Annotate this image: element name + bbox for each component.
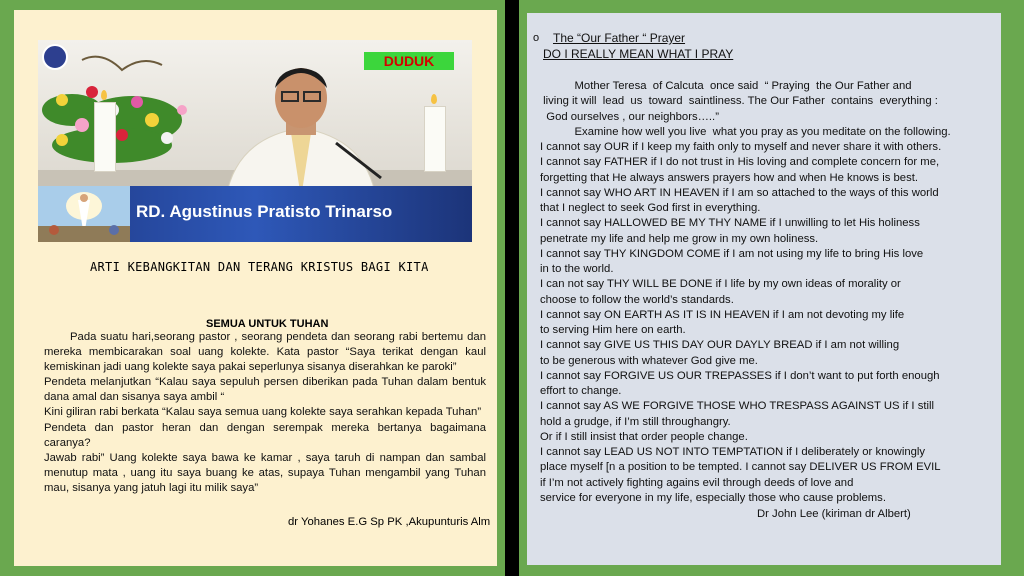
story-heading: SEMUA UNTUK TUHAN: [206, 318, 329, 330]
right-candle-flame: [431, 94, 437, 104]
priest-figure: [206, 58, 396, 198]
prayer-line: Or if I still insist that order people change.: [540, 430, 748, 443]
prayer-line: effort to change.: [540, 385, 622, 397]
story-signature: dr Yohanes E.G Sp PK ,Akupunturis Alm: [288, 516, 491, 528]
sermon-theme: ARTI KEBANGKITAN DAN TERANG KRISTUS BAGI KITA: [90, 260, 429, 274]
posture-badge: DUDUK: [364, 52, 454, 70]
prayer-line: God ourselves , our neighbors…..”: [540, 110, 719, 123]
celebrant-name: RD. Agustinus Pratisto Trinarso: [136, 202, 393, 221]
prayer-line: I cannot say LEAD US NOT INTO TEMPTATION if I deliberately or knowingly: [540, 446, 926, 458]
story-paragraph: Pendeta dan pastor heran dan dengan serempak mereka bertanya bagaimana caranya?: [44, 421, 486, 449]
prayer-line: in to the world.: [540, 263, 614, 275]
prayer-line: I cannot say FORGIVE US OUR TREPASSES if I don’t want to put forth enough: [540, 369, 940, 382]
story-paragraph: Pada suatu hari,seorang pastor , seorang pendeta dan seorang rabi bertemu dan mereka membicarakan soal uang kolekte. Kata pastor “Saya terikat dengan kaul kemiskinan jadi uang kolekte saya pakai seperlunya sisanya diserahkan ke paroki”: [44, 331, 486, 374]
prayer-title: The “Our Father “ Prayer: [553, 31, 686, 45]
prayer-line: service for everyone in my life, especially those who cause problems.: [540, 491, 886, 504]
prayer-line: forgetting that He always answers prayers how and when He knows is best.: [540, 171, 919, 184]
prayer-line: Examine how well you live what you pray as you meditate on the following.: [540, 125, 951, 138]
prayer-line: choose to follow the world’s standards.: [540, 293, 734, 306]
right-candle: [424, 106, 446, 172]
prayer-line: I cannot say ON EARTH AS IT IS IN HEAVEN if I am not devoting my life: [540, 308, 905, 321]
resurrection-image: [38, 186, 130, 242]
left-candle-flame: [101, 90, 107, 100]
prayer-reflection-body: [540, 79, 970, 506]
prayer-line: Mother Teresa of Calcuta once said “ Praying the Our Father and: [540, 80, 912, 92]
prayer-line: to be generous with whatever God give me.: [540, 354, 758, 367]
prayer-line: I cannot say FATHER if I do not trust in His loving and complete concern for me,: [540, 156, 940, 169]
parish-logo-icon: [42, 44, 68, 70]
prayer-line: I cannot say AS WE FORGIVE THOSE WHO TRESPASS AGAINST US if I still: [540, 400, 935, 413]
prayer-subtitle: DO I REALLY MEAN WHAT I PRAY: [543, 47, 734, 61]
prayer-line: I cannot say OUR if I keep my faith only to myself and never share it with others.: [540, 141, 942, 153]
prayer-line: penetrate my life and help me grow in my own holiness.: [540, 232, 819, 245]
bullet-icon: o: [533, 32, 540, 44]
prayer-line: I cannot say HALLOWED BE MY THY NAME if I unwilling to let His holiness: [540, 217, 920, 230]
prayer-line: hold a grudge, if I’m still throughangry.: [540, 415, 731, 428]
prayer-line: living it will lead us toward saintliness. The Our Father contains everything :: [540, 95, 938, 108]
prayer-line: to serving Him here on earth.: [540, 324, 686, 336]
left-candle: [94, 102, 116, 172]
prayer-signature: Dr John Lee (kiriman dr Albert): [757, 508, 911, 520]
prayer-line: I cannot say WHO ART IN HEAVEN if I am so attached to the ways of this world: [540, 186, 939, 199]
story-paragraph: Jawab rabi” Uang kolekte saya bawa ke kamar , saya taruh di nampan dan sambal menutup mata , uang itu saya buang ke atas, supaya Tuhan mengambil yang Tuhan mau, sisanya yang jatuh lagi itu milik saya”: [44, 451, 486, 494]
story-paragraph: Pendeta melanjutkan “Kalau saya sepuluh persen diberikan pada Tuhan dalam bentuk dana amal dan sisanya saya ambil “: [44, 376, 486, 404]
prayer-line: place myself [n a position to be tempted. I cannot say DELIVER US FROM EVIL: [540, 461, 941, 474]
prayer-line: that I neglect to seek God first in everything.: [540, 202, 761, 214]
flower-arrangement: [42, 50, 202, 170]
prayer-line: I cannot say THY KINGDOM COME if I am not using my life to bring His love: [540, 247, 924, 260]
story-paragraph: Kini giliran rabi berkata “Kalau saya semua uang kolekte saya serahkan kepada Tuhan”: [44, 406, 482, 419]
mass-video-frame: [38, 40, 472, 242]
prayer-line: if I’m not actively fighting agains evil through deeds of love and: [540, 476, 854, 489]
story-body: [44, 330, 486, 496]
prayer-line: I can not say THY WILL BE DONE if I life by my own ideas of morality or: [540, 278, 901, 291]
prayer-line: I cannot say GIVE US THIS DAY OUR DAYLY BREAD if I am not willing: [540, 339, 900, 352]
